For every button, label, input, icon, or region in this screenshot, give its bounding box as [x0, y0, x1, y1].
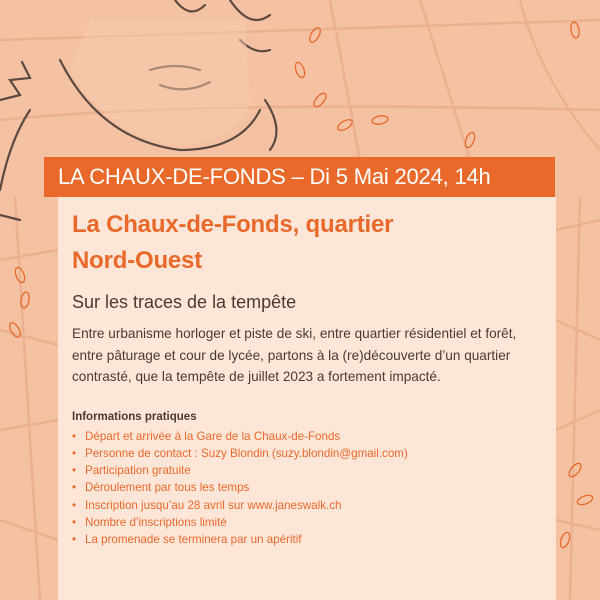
event-card — [58, 197, 556, 600]
info-item-weather: • Déroulement par tous les temps — [72, 479, 542, 496]
event-title-line-2: Nord-Ouest — [72, 247, 203, 274]
event-banner — [44, 157, 555, 197]
info-item-contact: • Personne de contact : Suzy Blondin (suzy.blondin@gmail.com) — [72, 445, 542, 462]
portrait-fill — [70, 20, 250, 145]
event-description: Entre urbanisme horloger et piste de ski, entre quartier résidentiel et forêt, entre pâturage et cour de lycée, partons à la (re)découverte d’un quartier contrasté, que la tempête de juillet 2023 a fortement impacté. — [72, 326, 517, 384]
info-list — [72, 428, 542, 549]
info-item-limit: • Nombre d’inscriptions limité — [72, 514, 542, 531]
info-item-price: • Participation gratuite — [72, 462, 542, 479]
event-subtitle: Sur les traces de la tempête — [72, 292, 297, 312]
info-heading: Informations pratiques — [72, 410, 197, 423]
banner-text: LA CHAUX-DE-FONDS – Di 5 Mai 2024, 14h — [58, 164, 491, 189]
info-item-registration: • Inscription jusqu’au 28 avril sur www.janeswalk.ch — [72, 497, 542, 514]
info-item-departure: • Départ et arrivée à la Gare de la Chaux-de-Fonds — [72, 428, 542, 445]
event-title-line-1: La Chaux-de-Fonds, quartier — [72, 211, 394, 238]
event-title — [72, 207, 542, 279]
info-item-aperitif: • La promenade se terminera par un apéritif — [72, 531, 542, 548]
